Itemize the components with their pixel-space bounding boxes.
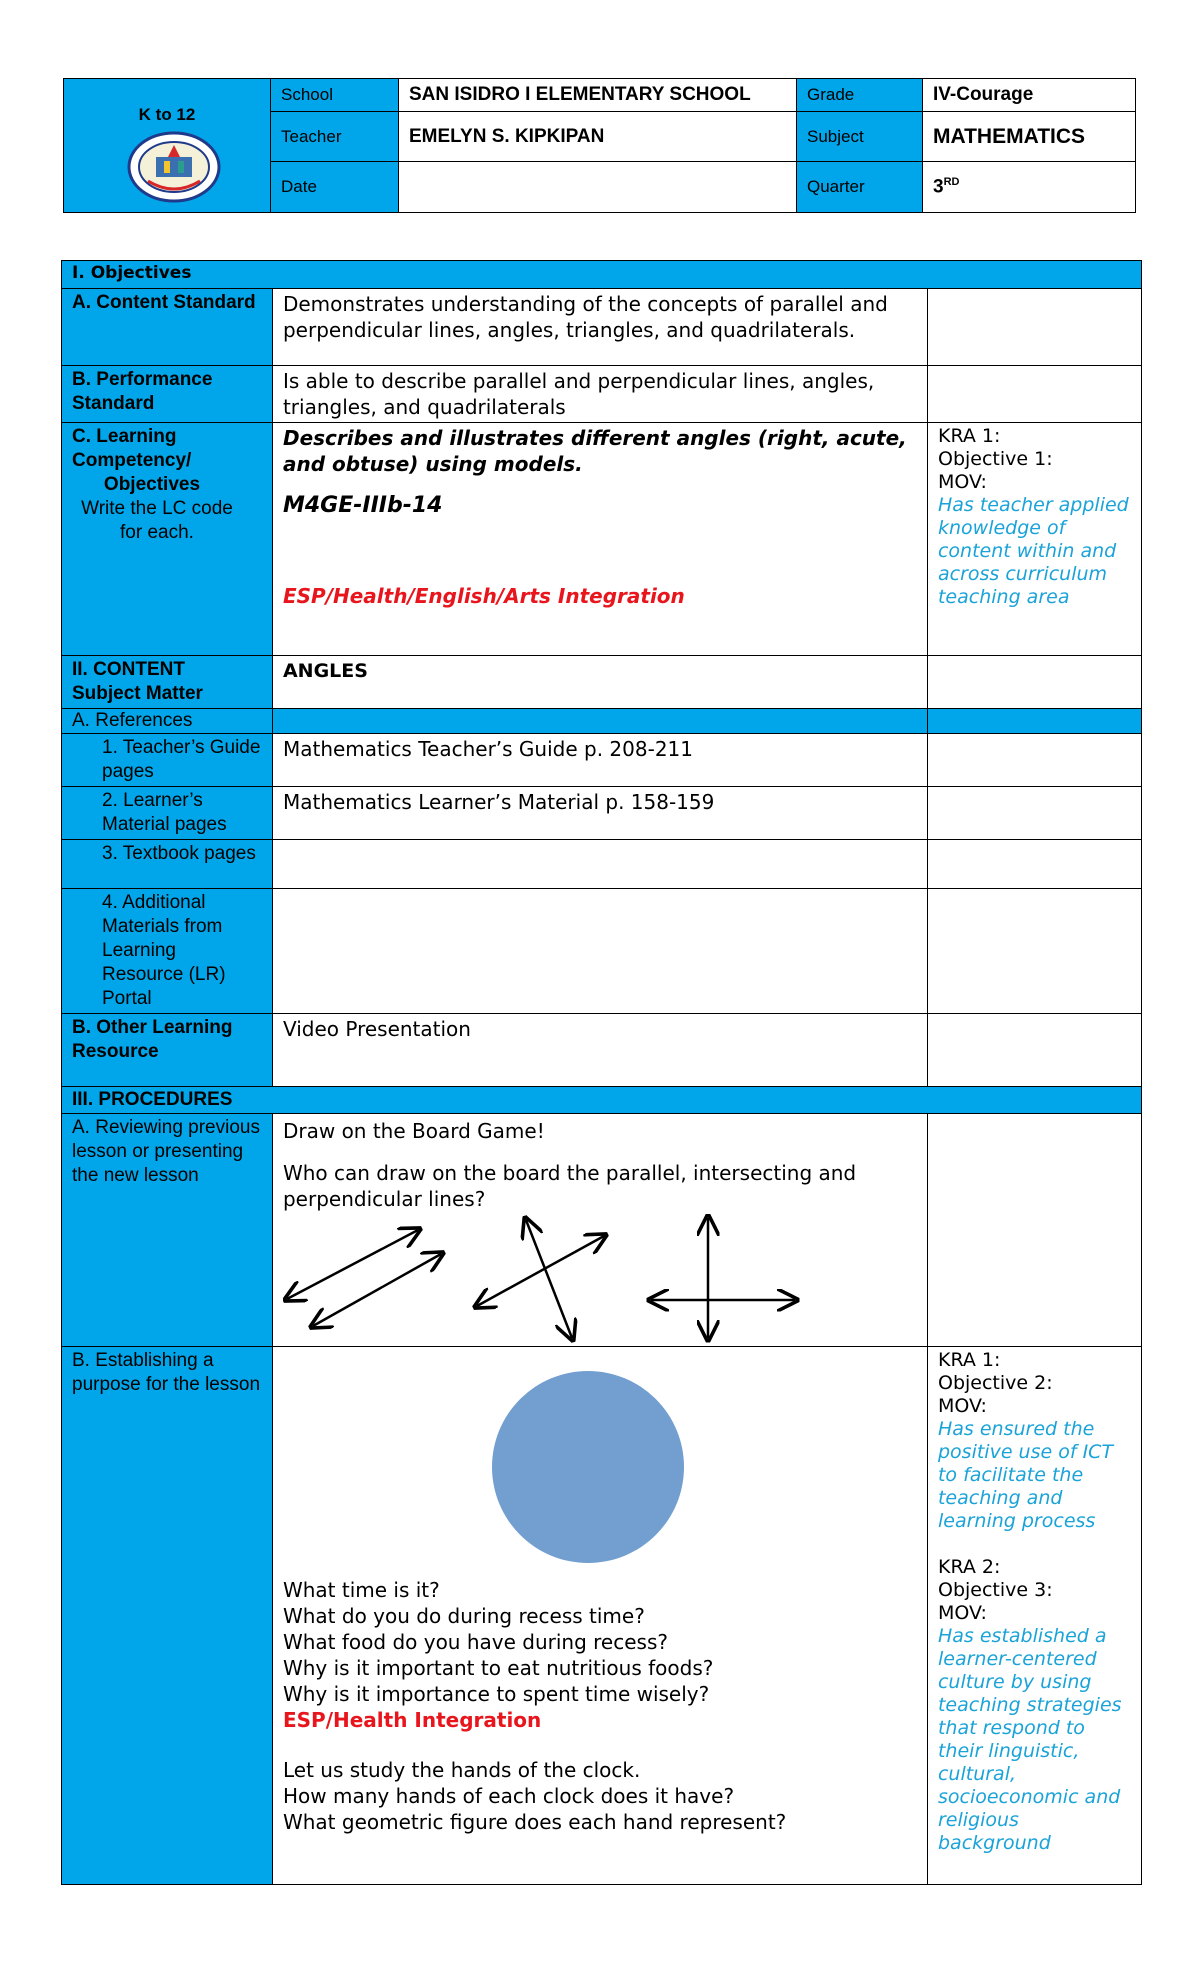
tb-label (62, 840, 273, 889)
objective-2-label: Objective 2: (937, 1372, 1053, 1394)
subject-matter-heading: Subject Matter (72, 683, 203, 704)
lines-illustration (283, 1214, 915, 1344)
procedure-b-q3: What food do you have during recess? (282, 1630, 668, 1654)
school-value: SAN ISIDRO I ELEMENTARY SCHOOL (399, 79, 797, 112)
lc-integration: ESP/Health/English/Arts Integration (282, 584, 685, 608)
mov-3-text: Has established a learner-centered culture by using teaching strategies that respond to their linguistic, cultural, socioeconomic and religious background (937, 1625, 1122, 1854)
lm-notes (927, 787, 1141, 840)
procedure-b-label: B. Establishing a purpose for the lesson (62, 1347, 273, 1885)
learning-competency-cell (272, 423, 927, 656)
procedure-a-line1: Draw on the Board Game! (282, 1119, 545, 1143)
kra-1b-label: KRA 1: (937, 1349, 1001, 1371)
procedure-b-q1: What time is it? (282, 1578, 440, 1602)
performance-standard-text: Is able to describe parallel and perpendicular lines, angles, triangles, and quadrilaterals (272, 366, 927, 423)
mov-2-label: MOV: (937, 1395, 987, 1417)
lc-code: M4GE-IIIb-14 (282, 493, 443, 518)
content-standard-text: Demonstrates understanding of the concepts of parallel and perpendicular lines, angles, triangles, and quadrilaterals. (272, 289, 927, 366)
kra-notes-1 (927, 423, 1141, 656)
content-notes (927, 656, 1141, 709)
mov-3-label: MOV: (937, 1602, 987, 1624)
am-notes (927, 889, 1141, 1014)
lesson-table (61, 260, 1142, 1885)
lm-label-text: 2. Learner’s Material pages (102, 790, 227, 835)
procedure-b-cell (272, 1347, 927, 1885)
school-seal-icon (126, 131, 222, 203)
quarter-value (923, 162, 1136, 213)
content-heading: II. CONTENT (72, 659, 185, 680)
procedure-b-q4: Why is it important to eat nutritious foods? (282, 1656, 714, 1680)
kra-notes-2 (927, 1347, 1141, 1885)
quarter-suffix: RD (943, 175, 960, 188)
date-label: Date (271, 162, 399, 213)
mov-1-text: Has teacher applied knowledge of content within and across curriculum teaching area (937, 494, 1129, 608)
teacher-label: Teacher (271, 112, 399, 162)
tg-label (62, 734, 273, 787)
lc-label-line2: Objectives (103, 474, 201, 495)
procedure-b-q5: Why is it importance to spent time wisely? (282, 1682, 710, 1706)
mov-2-text: Has ensured the positive use of ICT to facilitate the teaching and learning process (937, 1418, 1114, 1532)
mov-1-label: MOV: (937, 471, 987, 493)
procedure-b-q6: Let us study the hands of the clock. (282, 1758, 641, 1782)
procedure-a-line2: Who can draw on the board the parallel, intersecting and perpendicular lines? (282, 1161, 857, 1211)
olr-notes (927, 1014, 1141, 1087)
references-fill (272, 709, 927, 734)
am-value (272, 889, 927, 1014)
olr-value: Video Presentation (272, 1014, 927, 1087)
content-label (62, 656, 273, 709)
references-label: A. References (62, 709, 273, 734)
procedure-a-label: A. Reviewing previous lesson or presenting the new lesson (62, 1114, 273, 1347)
kra-2-label: KRA 2: (937, 1556, 1001, 1578)
tg-value: Mathematics Teacher’s Guide p. 208-211 (272, 734, 927, 787)
performance-standard-notes (927, 366, 1141, 423)
intersecting-lines-drawing (477, 1220, 604, 1338)
subject-matter-value: ANGLES (272, 656, 927, 709)
tg-label-text: 1. Teacher’s Guide pages (102, 737, 261, 782)
school-label: School (271, 79, 399, 112)
k-to-12-label: K to 12 (138, 105, 196, 124)
teacher-value: EMELYN S. KIPKIPAN (399, 112, 797, 162)
lm-value: Mathematics Learner’s Material p. 158-159 (272, 787, 927, 840)
lm-label (62, 787, 273, 840)
procedure-b-q2: What do you do during recess time? (282, 1604, 645, 1628)
parallel-lines-drawing (287, 1230, 441, 1326)
subject-label: Subject (797, 112, 923, 162)
am-label (62, 889, 273, 1014)
clock-illustration (283, 1349, 915, 1577)
tg-notes (927, 734, 1141, 787)
objective-1-label: Objective 1: (937, 448, 1053, 470)
tb-value (272, 840, 927, 889)
objective-3-label: Objective 3: (937, 1579, 1053, 1601)
procedure-b-q7: How many hands of each clock does it have? (282, 1784, 735, 1808)
lc-label-line3: Write the LC code for each. (81, 498, 233, 543)
perpendicular-lines-drawing (651, 1218, 795, 1338)
objectives-heading: I. Objectives (62, 261, 1142, 289)
procedures-heading: III. PROCEDURES (62, 1087, 1142, 1114)
grade-label: Grade (797, 79, 923, 112)
procedure-a-notes (927, 1114, 1141, 1347)
procedure-b-integration: ESP/Health Integration (282, 1708, 542, 1732)
am-label-text: 4. Additional Materials from Learning Resource (LR) Portal (102, 892, 226, 1009)
performance-standard-label: B. Performance Standard (62, 366, 273, 423)
grade-value: IV-Courage (923, 79, 1136, 112)
content-standard-label: A. Content Standard (62, 289, 273, 366)
date-value (399, 162, 797, 213)
subject-value: MATHEMATICS (923, 112, 1136, 162)
header-table (63, 78, 1136, 213)
procedure-a-cell (272, 1114, 927, 1347)
quarter-number: 3 (933, 176, 944, 198)
logo-cell (64, 79, 271, 213)
kra-1-label: KRA 1: (937, 425, 1001, 447)
quarter-label: Quarter (797, 162, 923, 213)
tb-notes (927, 840, 1141, 889)
lc-label-line1: C. Learning Competency/ (72, 426, 192, 471)
tb-label-text: 3. Textbook pages (102, 843, 256, 864)
clock-circle (492, 1371, 684, 1563)
references-fill-notes (927, 709, 1141, 734)
olr-label: B. Other Learning Resource (62, 1014, 273, 1087)
procedure-b-q8: What geometric figure does each hand represent? (282, 1810, 787, 1834)
lc-text: Describes and illustrates different angles (right, acute, and obtuse) using models. (282, 426, 907, 476)
content-standard-notes (927, 289, 1141, 366)
learning-competency-label (62, 423, 273, 656)
